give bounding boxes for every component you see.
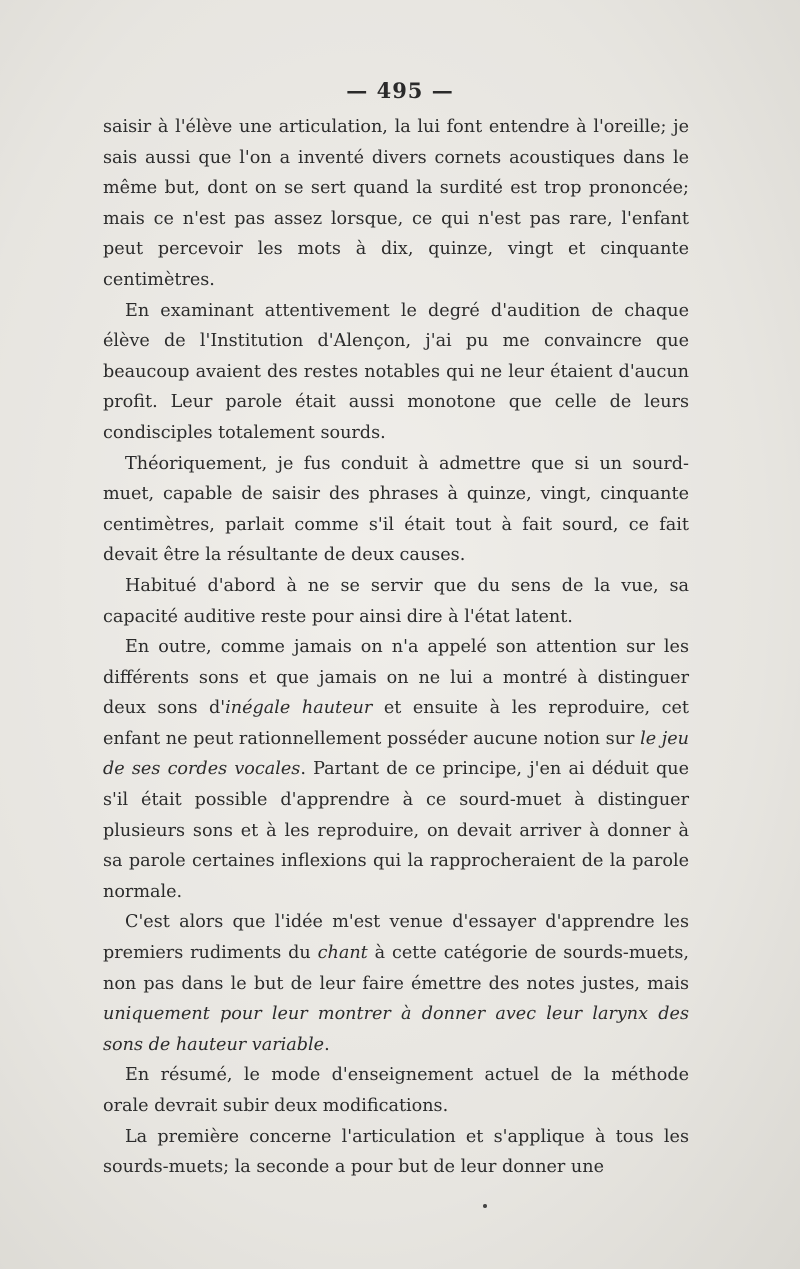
text-run: saisir à l'élève une articulation, la lui font entendre à l'oreille; je sais aussi que l'on a inventé divers cornets acoustiques dans le même but, dont on se sert quand la surdité est trop prononcée; mais ce n'est pas assez lorsque, ce qui n'est pas rare, l'enfant peut percevoir les mots à dix, quinze, vingt et cinquante centimètres. <box>103 117 689 290</box>
text-run: En outre, comme jamais on n'a appelé son attention sur les différents sons et que jamais on ne lui a montré à distinguer deux sons d' <box>103 637 689 719</box>
paragraph <box>103 296 689 449</box>
text-run: et ensuite à les reproduire, cet enfant ne peut rationnellement posséder aucune notion sur <box>103 698 689 749</box>
text-run: En examinant attentivement le degré d'audition de chaque élève de l'Institution d'Alençon, j'ai pu me convaincre que beaucoup avaient des restes notables qui ne leur étaient d'aucun profit. Leur parole était aussi monotone que celle de leurs condisciples totalement sourds. <box>103 300 689 443</box>
italic-text: chant <box>317 943 368 964</box>
italic-text: le jeu de ses cordes vocales <box>103 728 689 780</box>
text-run: à cette catégorie de sourds-muets, non pas dans le but de leur faire émettre des notes justes, mais <box>103 943 689 994</box>
text-run: . Partant de ce principe, j'en ai déduit que s'il était possible d'apprendre à ce sourd-muet à distinguer plusieurs sons et à les reproduire, on devait arriver à donner à sa parole certaines inflexions qui la rapprocheraient de la parole normale. <box>103 759 689 902</box>
text-run: C'est alors que l'idée m'est venue d'essayer d'apprendre les premiers rudiments du <box>103 912 689 964</box>
paragraph <box>103 632 689 907</box>
paragraph <box>103 571 689 632</box>
paragraph <box>103 1060 689 1121</box>
text-run: Théoriquement, je fus conduit à admettre que si un sourd-muet, capable de saisir des phrases à quinze, vingt, cinquante centimètres, parlait comme s'il était tout à fait sourd, ce fait devait être la résultante de deux causes. <box>103 453 689 566</box>
paragraph <box>103 1122 689 1183</box>
paragraph <box>103 449 689 571</box>
text-run: La première concerne l'articulation et s'applique à tous les sourds-muets; la seconde a pour but de leur donner une <box>103 1126 689 1178</box>
paragraph <box>103 907 689 1060</box>
paragraph <box>103 112 689 296</box>
text-run: . <box>324 1034 330 1055</box>
italic-text: uniquement pour leur montrer à donner avec leur larynx des sons de hauteur variable <box>103 1004 689 1055</box>
body-text <box>103 112 689 1183</box>
text-run: En résumé, le mode d'enseignement actuel de la méthode orale devrait subir deux modifications. <box>103 1065 689 1116</box>
ink-speck <box>483 1204 487 1208</box>
page-number: — 495 — <box>346 78 454 103</box>
italic-text: inégale hauteur <box>225 698 373 719</box>
text-run: Habitué d'abord à ne se servir que du sens de la vue, sa capacité auditive reste pour ainsi dire à l'état latent. <box>103 575 689 627</box>
